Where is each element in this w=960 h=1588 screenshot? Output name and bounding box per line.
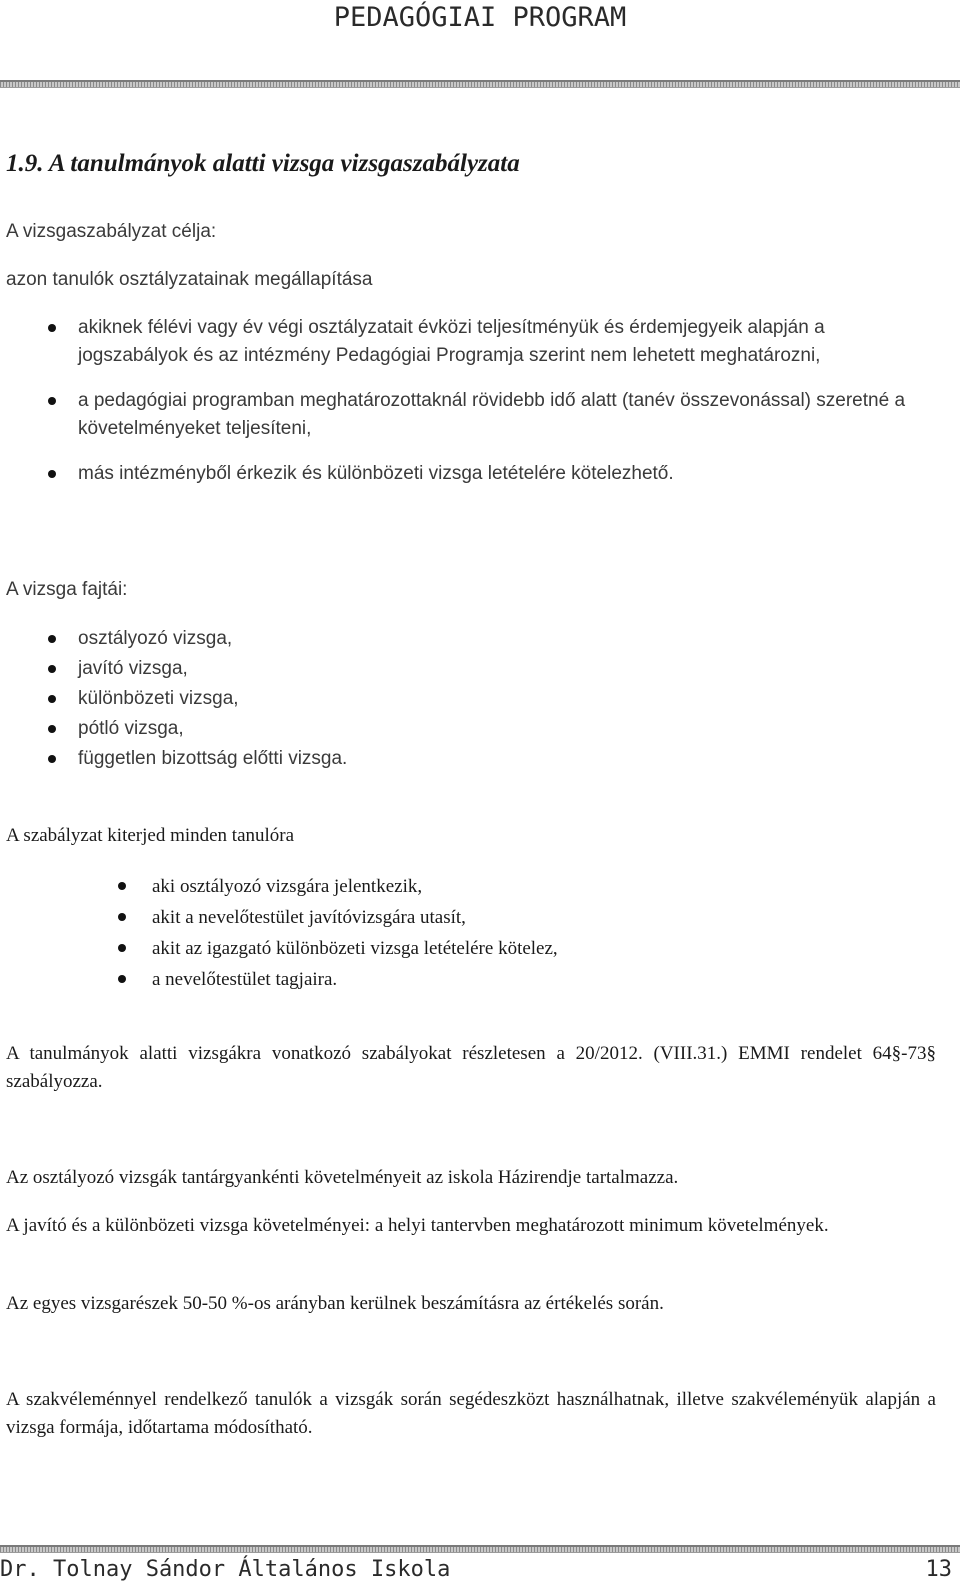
bullet-icon (48, 725, 56, 733)
section-title: 1.9. A tanulmányok alatti vizsga vizsgaszabályzata (6, 150, 520, 177)
scope-list (6, 871, 936, 995)
list-item-text: osztályozó vizsga, (78, 628, 233, 649)
bullet-icon (48, 397, 56, 405)
bullet-icon (118, 944, 126, 952)
list-item (6, 387, 936, 443)
bullet-icon (118, 882, 126, 890)
bullet-icon (48, 695, 56, 703)
list-item-text: pótló vizsga, (78, 718, 184, 739)
footer-school-name: Dr. Tolnay Sándor Általános Iskola (0, 1557, 451, 1582)
list-item (6, 871, 936, 902)
list-item (6, 460, 936, 488)
expert-opinion-paragraph: A szakvéleménnyel rendelkező tanulók a vizsgák során segédeszközt használhatnak, illetve szakvéleményük alapján a vizsga formája, időtartama módosítható. (6, 1389, 936, 1438)
page-header-title: PEDAGÓGIAI PROGRAM (333, 2, 627, 33)
list-item-text: javító vizsga, (78, 658, 188, 679)
bullet-icon (48, 324, 56, 332)
list-item (6, 902, 936, 933)
list-item (6, 624, 936, 654)
scope-label: A szabályzat kiterjed minden tanulóra (6, 825, 295, 846)
list-item-text: aki osztályozó vizsgára jelentkezik, (152, 876, 423, 897)
list-item-text: a nevelőtestület tagjaira. (152, 969, 338, 990)
purpose-list (6, 314, 936, 488)
minimum-paragraph: A javító és a különbözeti vizsga követelményei: a helyi tantervben meghatározott minimum követelmények. (6, 1215, 829, 1236)
bullet-icon (48, 665, 56, 673)
footer-page-number: 13 (925, 1557, 952, 1582)
bullet-icon (48, 755, 56, 763)
list-item (6, 684, 936, 714)
ratio-paragraph: Az egyes vizsgarészek 50-50 %-os arányban kerülnek beszámításra az értékelés során. (6, 1293, 664, 1314)
bullet-icon (48, 635, 56, 643)
list-item (6, 744, 936, 774)
list-item-text: akiknek félévi vagy év végi osztályzatait évközi teljesítményük és érdemjegyeik alapján a jogszabályok és az intézmény Pedagógiai Programja szerint nem lehetett meghatározni, (78, 317, 825, 366)
list-item (6, 964, 936, 995)
list-item-text: más intézményből érkezik és különbözeti vizsga letételére kötelezhető. (78, 463, 674, 484)
rules-paragraph: A tanulmányok alatti vizsgákra vonatkozó szabályokat részletesen a 20/2012. (VIII.31.) EMMI rendelet 64§-73§ szabályozza. (6, 1043, 936, 1092)
bullet-icon (118, 913, 126, 921)
list-item-text: független bizottság előtti vizsga. (78, 748, 348, 769)
types-label: A vizsga fajtái: (6, 579, 128, 600)
bullet-icon (48, 470, 56, 478)
footer-divider (0, 1545, 960, 1553)
list-item (6, 714, 936, 744)
list-item-text: a pedagógiai programban meghatározottaknál rövidebb idő alatt (tanév összevonással) szeretné a követelményeket teljesíteni, (78, 390, 906, 439)
bullet-icon (118, 975, 126, 983)
purpose-intro: azon tanulók osztályzatainak megállapítása (6, 269, 373, 290)
header-divider (0, 80, 960, 88)
list-item (6, 933, 936, 964)
list-item-text: akit az igazgató különbözeti vizsga letételére kötelez, (152, 938, 558, 959)
list-item (6, 654, 936, 684)
types-list (6, 624, 936, 774)
list-item-text: különbözeti vizsga, (78, 688, 239, 709)
list-item (6, 314, 936, 370)
list-item-text: akit a nevelőtestület javítóvizsgára utasít, (152, 907, 466, 928)
requirements-paragraph: Az osztályozó vizsgák tantárgyankénti követelményeit az iskola Házirendje tartalmazza. (6, 1167, 679, 1188)
purpose-label: A vizsgaszabályzat célja: (6, 221, 217, 242)
